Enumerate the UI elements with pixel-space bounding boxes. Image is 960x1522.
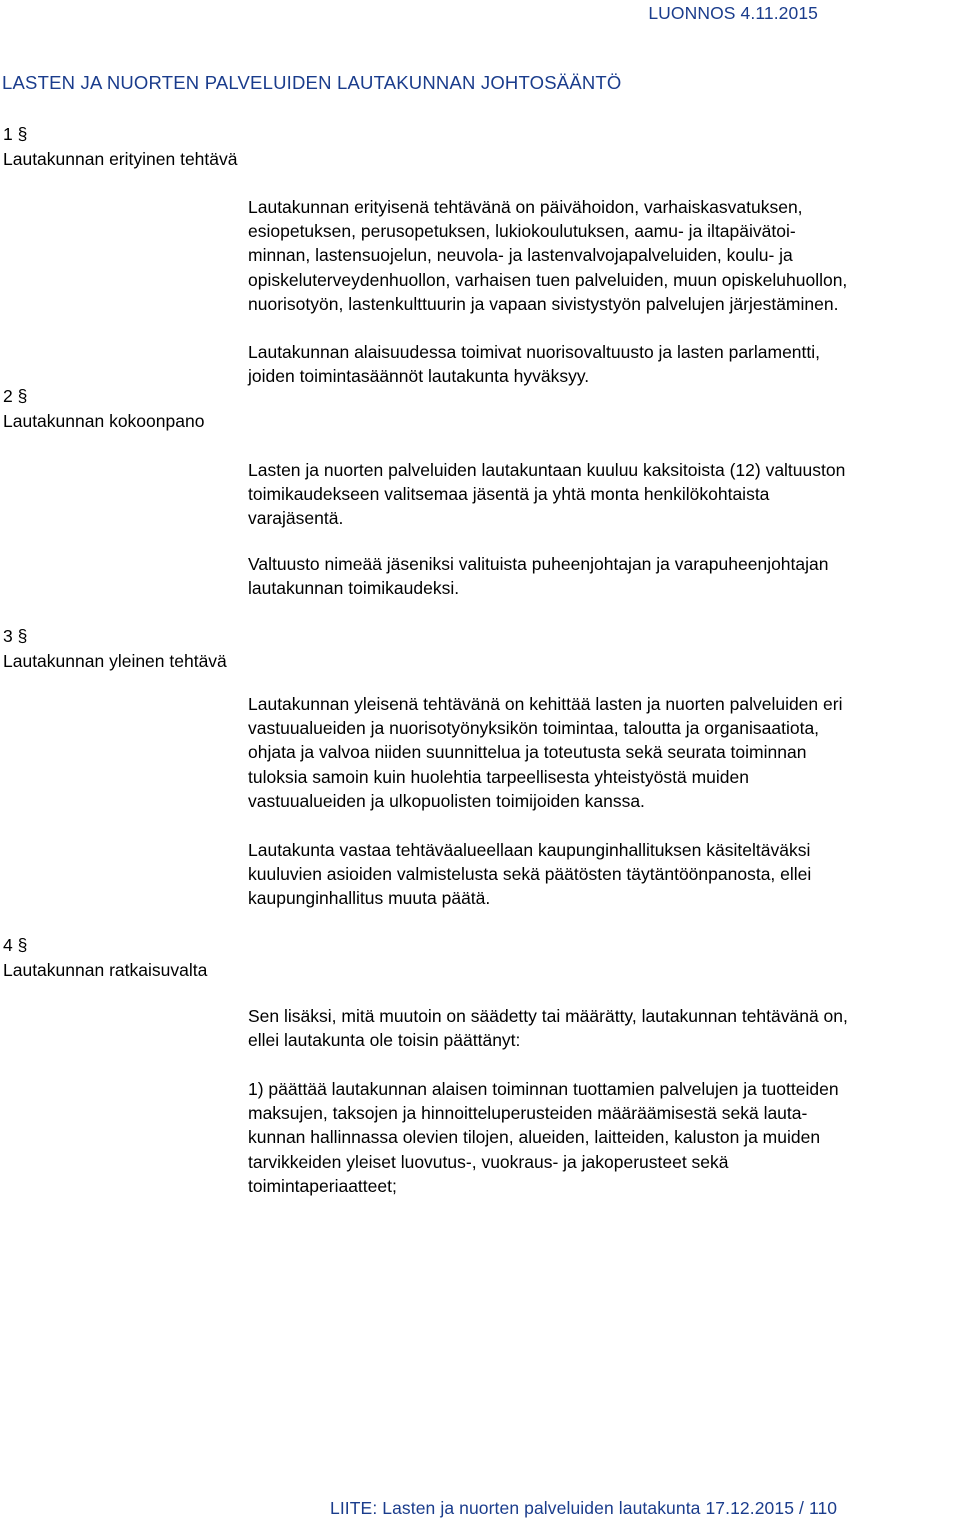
draft-label: LUONNOS 4.11.2015 [648, 3, 818, 23]
section-number: 1 § [3, 124, 28, 144]
section-1-heading [3, 122, 237, 172]
section-3-paragraph-1: Lautakunnan yleisenä tehtävänä on kehittää lasten ja nuorten palveluiden eri vastuualueiden ja nuorisotyönyksikön toimintaa, taloutta ja organisaatiota, ohjata ja valvoa niiden suunnittelua ja toteutusta sekä seurata toiminnan tuloksia samoin kuin huolehtia tarpeellisesta yhteistyöstä muiden vastuualueiden ja ulkopuolisten toimijoiden kanssa. [248, 694, 843, 811]
section-3-paragraph-2: Lautakunta vastaa tehtäväalueellaan kaupunginhallituksen käsiteltäväksi kuuluvien asioiden valmistelusta sekä päätösten täytäntöönpanosta, ellei kaupunginhallitus muuta päätä. [248, 840, 812, 909]
footer-attachment-label: LIITE: Lasten ja nuorten palveluiden lautakunta 17.12.2015 / 110 [330, 1498, 838, 1518]
section-3-heading [3, 624, 227, 674]
section-number: 3 § [3, 626, 28, 646]
section-4-paragraph-2: 1) päättää lautakunnan alaisen toiminnan tuottamien palvelujen ja tuotteiden maksujen, taksojen ja hinnoitteluperusteiden määräämisestä sekä lauta- kunnan hallinnassa olevien tilojen, alueiden, laitteiden, kaluston ja muiden tarvikkeiden yleiset luovutus-, vuokraus- ja jakoperusteet sekä toimintaperiaatteet; [248, 1079, 839, 1196]
section-title: Lautakunnan ratkaisuvalta [3, 960, 208, 980]
section-1-paragraph-2: Lautakunnan alaisuudessa toimivat nuorisovaltuusto ja lasten parlamentti, joiden toimintasäännöt lautakunta hyväksyy. [248, 342, 821, 387]
section-2-paragraph-1: Lasten ja nuorten palveluiden lautakuntaan kuuluu kaksitoista (12) valtuuston toimikaudekseen valitsemaa jäsentä ja yhtä monta henkilökohtaista varajäsentä. [248, 460, 846, 529]
section-2-heading [3, 384, 204, 434]
section-number: 4 § [3, 935, 28, 955]
section-1-paragraph-1: Lautakunnan erityisenä tehtävänä on päivähoidon, varhaiskasvatuksen, esiopetuksen, perusopetuksen, lukiokoulutuksen, aamu- ja iltapäivätoi- minnan, lastensuojelun, neuvola- ja lastenvalvojapalveluiden, koulu- ja opiskeluterveydenhuollon, varhaisen tuen palveluiden, muun opiskeluhuollon, nuorisotyön, lastenkulttuurin ja vapaan sivistystyön palvelujen järjestäminen. [248, 197, 848, 314]
document-title: LASTEN JA NUORTEN PALVELUIDEN LAUTAKUNNAN JOHTOSÄÄNTÖ [2, 72, 622, 93]
section-2-paragraph-2: Valtuusto nimeää jäseniksi valituista puheenjohtajan ja varapuheenjohtajan lautakunnan toimikaudeksi. [248, 554, 829, 599]
section-4-heading [3, 933, 207, 983]
section-title: Lautakunnan kokoonpano [3, 411, 205, 431]
section-4-paragraph-1: Sen lisäksi, mitä muutoin on säädetty tai määrätty, lautakunnan tehtävänä on, ellei lautakunta ole toisin päättänyt: [248, 1006, 848, 1051]
section-number: 2 § [3, 386, 28, 406]
section-title: Lautakunnan erityinen tehtävä [3, 149, 238, 169]
section-title: Lautakunnan yleinen tehtävä [3, 651, 227, 671]
